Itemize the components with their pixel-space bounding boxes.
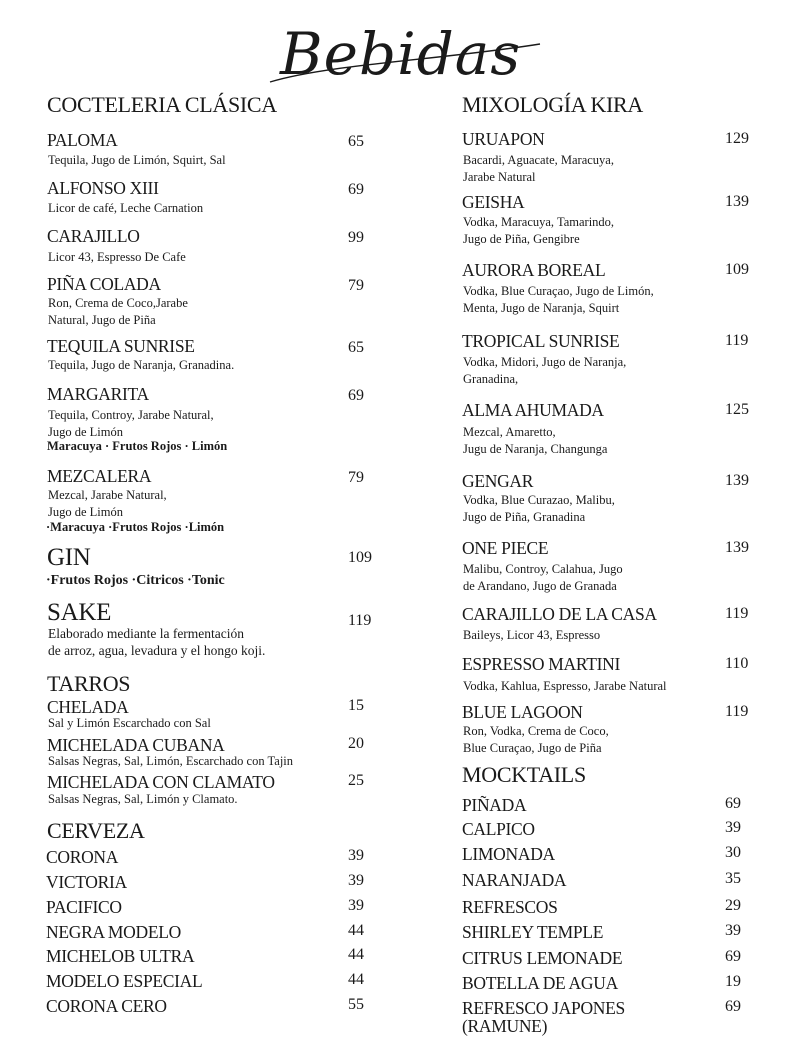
mocktail-price: 19 bbox=[725, 973, 741, 990]
menu-item-description: Jugo de Piña, Granadina bbox=[463, 509, 586, 524]
menu-item-name: GENGAR bbox=[462, 471, 534, 491]
menu-item-price: 139 bbox=[725, 472, 749, 489]
beer-price: 39 bbox=[348, 872, 364, 889]
mocktail-name: BOTELLA DE AGUA bbox=[462, 973, 618, 993]
mocktail-name-line2: (RAMUNE) bbox=[462, 1016, 548, 1036]
menu-item-price: 79 bbox=[348, 469, 364, 486]
sake-description: Elaborado mediante la fermentación bbox=[48, 626, 245, 641]
menu-item-description: Malibu, Controy, Calahua, Jugo bbox=[463, 562, 623, 576]
beer-price: 55 bbox=[348, 996, 364, 1013]
menu-item-price: 20 bbox=[348, 735, 364, 752]
mocktail-price: 69 bbox=[725, 998, 741, 1015]
beer-name: CORONA CERO bbox=[46, 996, 167, 1016]
menu-item-description: Menta, Jugo de Naranja, Squirt bbox=[463, 300, 620, 315]
flavor-options: ·Maracuya ·Frutos Rojos ·Limón bbox=[46, 520, 225, 534]
menu-item-price: 110 bbox=[725, 655, 749, 672]
menu-item-name: MICHELADA CUBANA bbox=[47, 735, 225, 755]
menu-item-description: Blue Curaçao, Jugo de Piña bbox=[463, 740, 602, 755]
menu-item-description: Jugo de Limón bbox=[48, 424, 123, 439]
gin-options: ·Frutos Rojos ·Citricos ·Tonic bbox=[46, 573, 225, 588]
section-heading-cerveza: CERVEZA bbox=[47, 818, 145, 843]
mocktail-name: LIMONADA bbox=[462, 844, 555, 864]
menu-item-name: CHELADA bbox=[47, 697, 129, 717]
menu-item-description: Jugo de Limón bbox=[48, 504, 123, 519]
menu-item-name: URUAPON bbox=[462, 129, 545, 149]
beer-name: PACIFICO bbox=[46, 897, 122, 917]
menu-item-price: 25 bbox=[348, 772, 364, 789]
menu-item-description: Ron, Vodka, Crema de Coco, bbox=[463, 724, 609, 738]
menu-item-description: Vodka, Blue Curaçao, Jugo de Limón, bbox=[463, 284, 654, 298]
menu-item-price: 119 bbox=[725, 332, 749, 349]
menu-item-price: 139 bbox=[725, 193, 749, 210]
menu-item-description: Vodka, Blue Curazao, Malibu, bbox=[463, 493, 615, 507]
beer-price: 44 bbox=[348, 946, 364, 963]
menu-item-description: Sal y Limón Escarchado con Sal bbox=[48, 716, 211, 730]
menu-item-description: Jugo de Piña, Gengibre bbox=[463, 231, 580, 246]
menu-item-price: 125 bbox=[725, 401, 749, 418]
section-heading-tarros: TARROS bbox=[47, 671, 131, 696]
menu-item-name: CARAJILLO DE LA CASA bbox=[462, 604, 657, 624]
menu-item-name: TEQUILA SUNRISE bbox=[47, 336, 195, 356]
beer-price: 39 bbox=[348, 897, 364, 914]
menu-item-description: Salsas Negras, Sal, Limón, Escarchado con Tajin bbox=[48, 754, 294, 768]
menu-item-description: Tequila, Jugo de Naranja, Granadina. bbox=[48, 358, 235, 372]
menu-item-description: Jugu de Naranja, Changunga bbox=[463, 441, 608, 456]
menu-item-price: 129 bbox=[725, 130, 749, 147]
menu-item-price: 99 bbox=[348, 229, 364, 246]
menu-item-description: Baileys, Licor 43, Espresso bbox=[463, 628, 601, 642]
menu-item-description: Licor 43, Espresso De Cafe bbox=[48, 250, 186, 264]
flavor-options: Maracuya · Frutos Rojos · Limón bbox=[47, 439, 228, 453]
menu-item-name: MEZCALERA bbox=[47, 466, 152, 486]
beer-name: NEGRA MODELO bbox=[46, 922, 181, 942]
bebidas-script-title bbox=[240, 4, 570, 94]
menu-item-description: Mezcal, Jarabe Natural, bbox=[48, 488, 167, 502]
mocktail-price: 69 bbox=[725, 795, 741, 812]
mocktail-name: REFRESCOS bbox=[462, 897, 558, 917]
menu-item-name: ALMA AHUMADA bbox=[462, 400, 604, 420]
menu-item-name: GEISHA bbox=[462, 192, 525, 212]
menu-item-description: Ron, Crema de Coco,Jarabe bbox=[48, 296, 188, 310]
menu-item-name: PIÑA COLADA bbox=[47, 274, 161, 294]
menu-item-name: TROPICAL SUNRISE bbox=[462, 331, 620, 351]
menu-item-price: 79 bbox=[348, 277, 364, 294]
menu-item-description: Salsas Negras, Sal, Limón y Clamato. bbox=[48, 792, 238, 806]
section-heading-sake: SAKE bbox=[47, 599, 112, 626]
menu-item-price: 119 bbox=[725, 605, 749, 622]
mocktail-price: 30 bbox=[725, 844, 741, 861]
gin-price: 109 bbox=[348, 549, 372, 566]
menu-item-description: de Arandano, Jugo de Granada bbox=[463, 578, 617, 593]
menu-item-description: Granadina, bbox=[463, 371, 519, 386]
menu-item-description: Vodka, Maracuya, Tamarindo, bbox=[463, 215, 615, 229]
menu-item-price: 109 bbox=[725, 261, 749, 278]
menu-item-description: Tequila, Jugo de Limón, Squirt, Sal bbox=[48, 153, 226, 167]
menu-item-description: Licor de café, Leche Carnation bbox=[48, 201, 204, 215]
beer-price: 39 bbox=[348, 847, 364, 864]
menu-item-description: Vodka, Midori, Jugo de Naranja, bbox=[463, 355, 627, 369]
menu-item-price: 69 bbox=[348, 181, 364, 198]
menu-item-description: Natural, Jugo de Piña bbox=[48, 312, 156, 327]
menu-item-name: MICHELADA CON CLAMATO bbox=[47, 772, 275, 792]
section-heading-gin: GIN bbox=[47, 544, 91, 571]
menu-item-price: 65 bbox=[348, 133, 364, 150]
menu-item-name: CARAJILLO bbox=[47, 226, 140, 246]
beer-name: MICHELOB ULTRA bbox=[46, 946, 195, 966]
section-heading-cocteleria: COCTELERIA CLÁSICA bbox=[47, 92, 277, 117]
menu-item-description: Bacardi, Aguacate, Maracuya, bbox=[463, 153, 614, 167]
menu-item-name: ALFONSO XIII bbox=[47, 178, 159, 198]
mocktail-price: 69 bbox=[725, 948, 741, 965]
menu-item-name: MARGARITA bbox=[47, 384, 149, 404]
menu-item-description: Mezcal, Amaretto, bbox=[463, 425, 556, 439]
sake-price: 119 bbox=[348, 612, 372, 629]
mocktail-price: 29 bbox=[725, 897, 741, 914]
beer-name: VICTORIA bbox=[46, 872, 127, 892]
menu-item-price: 139 bbox=[725, 539, 749, 556]
menu-item-price: 15 bbox=[348, 697, 364, 714]
menu-item-description: Vodka, Kahlua, Espresso, Jarabe Natural bbox=[463, 679, 667, 693]
section-heading-mocktails: MOCKTAILS bbox=[462, 762, 586, 787]
menu-item-price: 69 bbox=[348, 387, 364, 404]
menu-item-name: ONE PIECE bbox=[462, 538, 549, 558]
menu-item-price: 119 bbox=[725, 703, 749, 720]
menu-item-description: Jarabe Natural bbox=[463, 169, 536, 184]
beer-name: CORONA bbox=[46, 847, 119, 867]
menu-item-name: BLUE LAGOON bbox=[462, 702, 583, 722]
beer-name: MODELO ESPECIAL bbox=[46, 971, 203, 991]
mocktail-name: SHIRLEY TEMPLE bbox=[462, 922, 604, 942]
mocktail-price: 39 bbox=[725, 922, 741, 939]
beer-price: 44 bbox=[348, 971, 364, 988]
mocktail-price: 35 bbox=[725, 870, 741, 887]
mocktail-name: CALPICO bbox=[462, 819, 535, 839]
mocktail-name: PIÑADA bbox=[462, 795, 527, 815]
mocktail-name: CITRUS LEMONADE bbox=[462, 948, 623, 968]
page-title: Bebidas bbox=[280, 20, 522, 88]
mocktail-name: REFRESCO JAPONES bbox=[462, 998, 625, 1018]
beer-price: 44 bbox=[348, 922, 364, 939]
menu-item-price: 65 bbox=[348, 339, 364, 356]
menu-item-description: Tequila, Controy, Jarabe Natural, bbox=[48, 408, 214, 422]
menu-item-name: PALOMA bbox=[47, 130, 118, 150]
menu-item-name: ESPRESSO MARTINI bbox=[462, 654, 620, 674]
mocktail-name: NARANJADA bbox=[462, 870, 567, 890]
menu-item-name: AURORA BOREAL bbox=[462, 260, 606, 280]
sake-description: de arroz, agua, levadura y el hongo koji. bbox=[48, 643, 266, 658]
section-heading-mixologia: MIXOLOGÍA KIRA bbox=[462, 92, 643, 117]
mocktail-price: 39 bbox=[725, 819, 741, 836]
